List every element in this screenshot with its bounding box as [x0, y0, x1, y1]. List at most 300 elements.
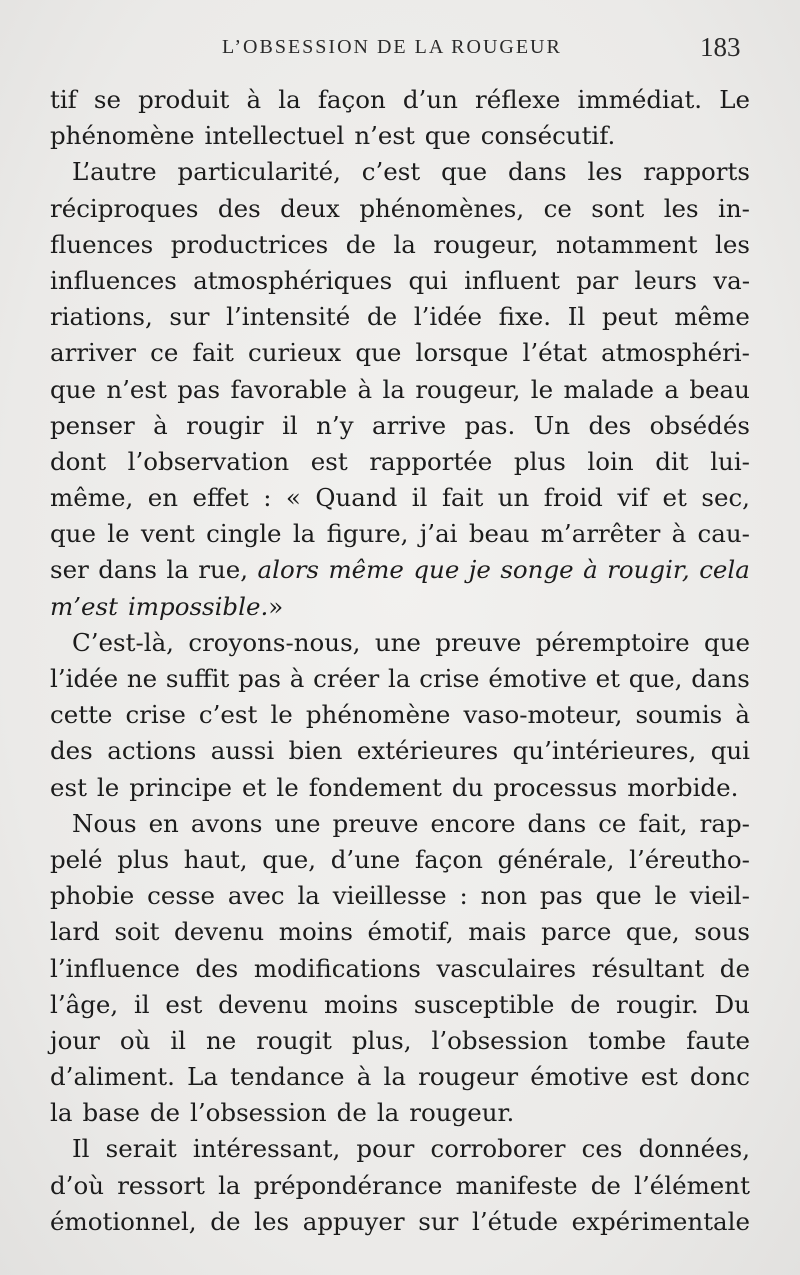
word: preuve: [332, 808, 419, 838]
word: serait: [105, 1134, 177, 1164]
word: qu’intérieures,: [512, 736, 697, 766]
word: riations,: [50, 302, 153, 332]
word: créer: [313, 664, 380, 693]
word: à: [671, 519, 687, 549]
word: fait: [192, 338, 234, 368]
word: dont: [50, 446, 107, 476]
text-line: [50, 733, 750, 769]
page-number: 183: [700, 32, 741, 62]
text-line: [50, 1204, 750, 1240]
word: atmosphériques: [193, 265, 393, 295]
word: productrices: [170, 229, 329, 259]
word: vieillesse: [332, 881, 447, 911]
word: rap-: [699, 808, 750, 838]
word: soit: [114, 917, 160, 947]
word: rougir: [186, 410, 264, 440]
word: la: [278, 85, 301, 114]
word: d’un: [402, 85, 458, 114]
running-head-title: L’OBSESSION DE LA ROUGEUR: [222, 36, 562, 58]
word: données,: [638, 1134, 750, 1164]
word: malade: [563, 374, 654, 404]
word: même: [674, 302, 750, 332]
word: de: [719, 953, 750, 983]
word: penser: [50, 410, 135, 440]
word: pas: [539, 881, 583, 911]
word: rougeur: [418, 1062, 519, 1092]
word: est: [640, 1062, 678, 1092]
text-line: [50, 625, 750, 661]
text-line: [50, 770, 750, 806]
word: le: [276, 772, 299, 802]
text-line: [50, 1059, 750, 1095]
word: croyons-nous,: [188, 627, 361, 657]
word: tombe: [588, 1025, 667, 1055]
word: devenu: [218, 989, 309, 1019]
word: prépondérance: [253, 1170, 443, 1200]
word: effet: [192, 483, 249, 513]
word: la: [382, 374, 405, 404]
word: des: [217, 193, 261, 223]
word: façon: [414, 844, 483, 874]
word: une: [374, 627, 421, 657]
word: générale,: [497, 844, 615, 874]
word: que: [424, 121, 471, 151]
word: immédiat.: [577, 85, 703, 114]
text-line: [50, 951, 750, 987]
word: que,: [628, 664, 683, 693]
word: et: [595, 664, 620, 693]
word: processus: [493, 772, 618, 802]
word: de: [590, 1170, 621, 1200]
word: favorable: [230, 374, 348, 404]
word: ces: [581, 1134, 623, 1164]
word: avons: [190, 808, 263, 838]
word: froid: [543, 483, 603, 513]
word: l’âge,: [50, 989, 119, 1019]
word: aussi: [210, 736, 275, 766]
text-line: [50, 372, 750, 408]
word: l’éreutho-: [629, 844, 750, 874]
word: notamment: [555, 229, 698, 259]
word: émotionnel,: [50, 1206, 197, 1236]
word: vasculaires: [436, 953, 577, 983]
word: l’élément: [634, 1170, 750, 1200]
word: que: [355, 338, 402, 368]
word: susceptible: [413, 989, 555, 1019]
word: tif: [50, 85, 77, 114]
word: morbide.: [627, 772, 739, 802]
word: la: [388, 664, 411, 693]
word: dans: [98, 555, 157, 585]
word: en: [147, 483, 178, 513]
word: sec,: [701, 483, 750, 513]
word: l’intensité: [226, 302, 351, 332]
word: moins: [278, 917, 353, 947]
word: même,: [50, 483, 134, 513]
word: fixe.: [498, 302, 552, 332]
word: que,: [625, 917, 680, 947]
word: arriver: [50, 338, 136, 368]
text-line: [50, 589, 750, 625]
word: «: [285, 483, 301, 513]
word: le: [654, 881, 677, 911]
word: m’est: [50, 591, 118, 621]
word: n’est: [354, 121, 415, 151]
text-line: [50, 878, 750, 914]
word: rougit: [256, 1025, 332, 1055]
word: les: [663, 193, 699, 223]
word: que: [413, 555, 460, 585]
word: jour: [50, 1025, 100, 1055]
word: donc: [690, 1062, 750, 1092]
word: d’où: [50, 1170, 105, 1200]
word: n’y: [316, 410, 354, 440]
word: l’étude: [472, 1206, 558, 1236]
word: la: [297, 881, 320, 911]
word: l’influence: [50, 953, 180, 983]
word: d’une: [330, 844, 401, 874]
word: pas.: [464, 410, 516, 440]
word: soumis: [635, 700, 723, 730]
word: consécutif.: [480, 121, 616, 151]
word: suffit: [165, 664, 230, 693]
word: une: [274, 808, 321, 838]
word: ressort: [117, 1170, 205, 1200]
word: pas: [238, 664, 281, 693]
word: lard: [50, 917, 100, 947]
word: lui-: [710, 446, 750, 476]
word: beau: [689, 374, 750, 404]
text-line: [50, 516, 750, 552]
word: L’autre: [72, 157, 157, 187]
word: sous: [694, 917, 750, 947]
word: produit: [138, 85, 230, 114]
text-line: [50, 552, 750, 588]
word: la: [383, 1062, 406, 1092]
word: l’idée: [413, 302, 482, 332]
word: actions: [107, 736, 197, 766]
text-line: [50, 1168, 750, 1204]
word: c’est: [361, 157, 421, 187]
word: phobie: [50, 881, 135, 911]
text-line: [50, 299, 750, 335]
word: pelé: [50, 844, 103, 874]
word: cingle: [206, 519, 282, 549]
word: du: [451, 772, 484, 802]
word: fondement: [308, 772, 442, 802]
word: de: [366, 302, 398, 332]
word: des: [50, 736, 93, 766]
word: peut: [601, 302, 658, 332]
word: phénomène: [305, 700, 451, 730]
word: influences: [50, 265, 177, 295]
word: influent: [464, 265, 560, 295]
word: avec: [227, 881, 285, 911]
word: leurs: [634, 265, 697, 295]
word: péremptoire: [535, 627, 690, 657]
word: :: [263, 483, 272, 513]
word: la: [292, 519, 316, 549]
text-line: [50, 1095, 750, 1131]
word: in-: [718, 193, 750, 223]
word: vaso-moteur,: [463, 700, 623, 730]
word: la: [376, 1098, 400, 1128]
word: tendance: [230, 1062, 345, 1092]
word: à: [357, 374, 373, 404]
word: appuyer: [302, 1206, 405, 1236]
word: Nous: [72, 808, 137, 838]
word: haut,: [183, 844, 248, 874]
word: corroborer: [430, 1134, 566, 1164]
word: émotive: [530, 1062, 629, 1092]
word: fait,: [638, 808, 688, 838]
text-line: [50, 914, 750, 950]
word: sur: [418, 1206, 459, 1236]
word: extérieures: [356, 736, 499, 766]
word: ser: [50, 555, 89, 585]
word: phénomènes,: [359, 193, 525, 223]
word: n’est: [106, 374, 167, 404]
word: un: [497, 483, 530, 513]
word: base: [82, 1098, 140, 1128]
word: que: [50, 519, 96, 549]
word: figure,: [326, 519, 409, 549]
word: le: [107, 519, 130, 549]
word: :: [459, 881, 468, 911]
word: devenu: [174, 917, 265, 947]
word: mais: [468, 917, 527, 947]
word: Du: [714, 989, 750, 1019]
word: de: [336, 1098, 367, 1128]
word: cesse: [147, 881, 215, 911]
word: expérimentale: [571, 1206, 750, 1236]
word: faute: [686, 1025, 750, 1055]
word: rougir,: [607, 555, 690, 585]
word: fluences: [50, 229, 154, 259]
word: obsédés: [649, 410, 750, 440]
word: intéressant,: [192, 1134, 341, 1164]
word: beau: [468, 519, 530, 549]
text-line: [50, 842, 750, 878]
word: le: [530, 374, 554, 404]
word: à: [246, 85, 262, 114]
word: l’idée: [50, 664, 119, 693]
word: est: [165, 989, 203, 1019]
word: de: [210, 1206, 241, 1236]
word: cela: [699, 555, 750, 585]
text-line: [50, 154, 750, 190]
word: émotif,: [367, 917, 454, 947]
word: même: [328, 555, 404, 585]
word: à: [735, 700, 750, 730]
word: m’arrêter: [540, 519, 661, 549]
word: où: [119, 1025, 151, 1055]
word: que: [441, 157, 488, 187]
word: et: [662, 483, 687, 513]
word: vif: [617, 483, 649, 513]
word: Un: [533, 410, 571, 440]
word: par: [576, 265, 619, 295]
word: Il: [567, 302, 586, 332]
text-line: [50, 335, 750, 371]
word: rapports: [643, 157, 750, 187]
word: rougeur,: [433, 229, 539, 259]
text-line: [50, 191, 750, 227]
word: non: [480, 881, 527, 911]
word: ce: [150, 338, 179, 368]
word: est: [310, 446, 348, 476]
word: c’est: [198, 700, 258, 730]
text-line: [50, 1023, 750, 1059]
word: se: [93, 85, 121, 114]
word: en: [148, 808, 179, 838]
word: des: [588, 410, 632, 440]
word: la: [166, 555, 189, 585]
word: il: [133, 989, 150, 1019]
word: et: [242, 772, 267, 802]
word: moins: [323, 989, 399, 1019]
word: réciproques: [50, 193, 199, 223]
word: émotive: [488, 664, 587, 693]
word: Le: [719, 85, 750, 114]
text-line: [50, 444, 750, 480]
word: le: [270, 700, 293, 730]
word: que: [704, 627, 750, 657]
word: plus: [117, 844, 170, 874]
text-line: [50, 480, 750, 516]
word: l’obsession: [431, 1025, 569, 1055]
word: rapportée: [369, 446, 493, 476]
word: sur: [169, 302, 210, 332]
word: qui: [408, 265, 448, 295]
word: que: [50, 374, 96, 404]
word: Il: [72, 1134, 90, 1164]
word: que,: [262, 844, 317, 874]
word: rougir.: [616, 989, 699, 1019]
word: sont: [591, 193, 645, 223]
word: l’état: [522, 338, 587, 368]
word: alors: [257, 555, 319, 585]
word: à: [289, 664, 305, 693]
word: La: [187, 1062, 218, 1092]
word: Quand: [315, 483, 398, 513]
word: de: [570, 989, 601, 1019]
word: à: [583, 555, 598, 585]
word: songe: [500, 555, 574, 585]
word: la: [50, 1098, 73, 1128]
word: crise: [125, 700, 186, 730]
word: des: [195, 953, 239, 983]
word: atmosphéri-: [601, 338, 750, 368]
word: l’obsession: [190, 1098, 327, 1128]
word: particularité,: [177, 157, 341, 187]
closing-quote: »: [268, 591, 284, 621]
word: curieux: [248, 338, 342, 368]
word: il: [170, 1025, 187, 1055]
word: de: [345, 229, 376, 259]
word: encore: [430, 808, 516, 838]
word: à: [153, 410, 168, 440]
word: à: [356, 1062, 372, 1092]
text-line: [50, 263, 750, 299]
word: principe: [129, 772, 233, 802]
word: manifeste: [455, 1170, 578, 1200]
word: les: [254, 1206, 290, 1236]
word: va-: [713, 265, 750, 295]
word: ce: [598, 808, 627, 838]
word: crise: [419, 664, 480, 693]
word: pas: [177, 374, 221, 404]
word: deux: [280, 193, 340, 223]
word: rougeur,: [415, 374, 521, 404]
word: rougeur.: [409, 1098, 515, 1128]
word: phénomène: [50, 121, 195, 151]
word: loin: [587, 446, 634, 476]
word: lorsque: [415, 338, 509, 368]
word: plus: [513, 446, 566, 476]
word: d’aliment.: [50, 1062, 175, 1092]
text-line: [50, 408, 750, 444]
text-line: [50, 1131, 750, 1167]
word: arrive: [371, 410, 447, 440]
text-line: [50, 118, 750, 154]
word: vent: [140, 519, 195, 549]
word: l’observation: [127, 446, 290, 476]
text-line: [50, 661, 750, 697]
word: est: [50, 772, 87, 802]
word: les: [587, 157, 623, 187]
word: la: [218, 1170, 241, 1200]
word: cette: [50, 700, 113, 730]
word: j’ai: [419, 519, 458, 549]
word: a: [664, 374, 679, 404]
text-line: [50, 806, 750, 842]
word: plus,: [351, 1025, 412, 1055]
word: dans: [527, 808, 587, 838]
word: C’est-là,: [72, 627, 174, 657]
word: réflexe: [475, 85, 561, 114]
word: impossible.»: [127, 591, 284, 621]
word: pour: [356, 1134, 415, 1164]
word: ne: [126, 664, 158, 693]
word: la: [393, 229, 416, 259]
text-line: [50, 227, 750, 263]
word: cau-: [697, 519, 750, 549]
body-text: [50, 82, 750, 1240]
word: ne: [206, 1025, 237, 1055]
word: vieil-: [689, 881, 750, 911]
word: je: [468, 555, 491, 585]
word: façon: [317, 85, 386, 114]
word: résultant: [591, 953, 705, 983]
word: dit: [655, 446, 689, 476]
word: rue,: [198, 555, 249, 585]
word: il: [411, 483, 428, 513]
word: preuve: [435, 627, 522, 657]
text-line: [50, 987, 750, 1023]
word: ce: [543, 193, 572, 223]
word: le: [96, 772, 120, 802]
text-line: [50, 697, 750, 733]
word: que: [595, 881, 642, 911]
word: modifications: [253, 953, 421, 983]
word: les: [715, 229, 750, 259]
text-line: [50, 82, 750, 118]
word: fait: [441, 483, 484, 513]
word: parce: [541, 917, 612, 947]
word: bien: [288, 736, 343, 766]
word: intellectuel: [204, 121, 345, 151]
